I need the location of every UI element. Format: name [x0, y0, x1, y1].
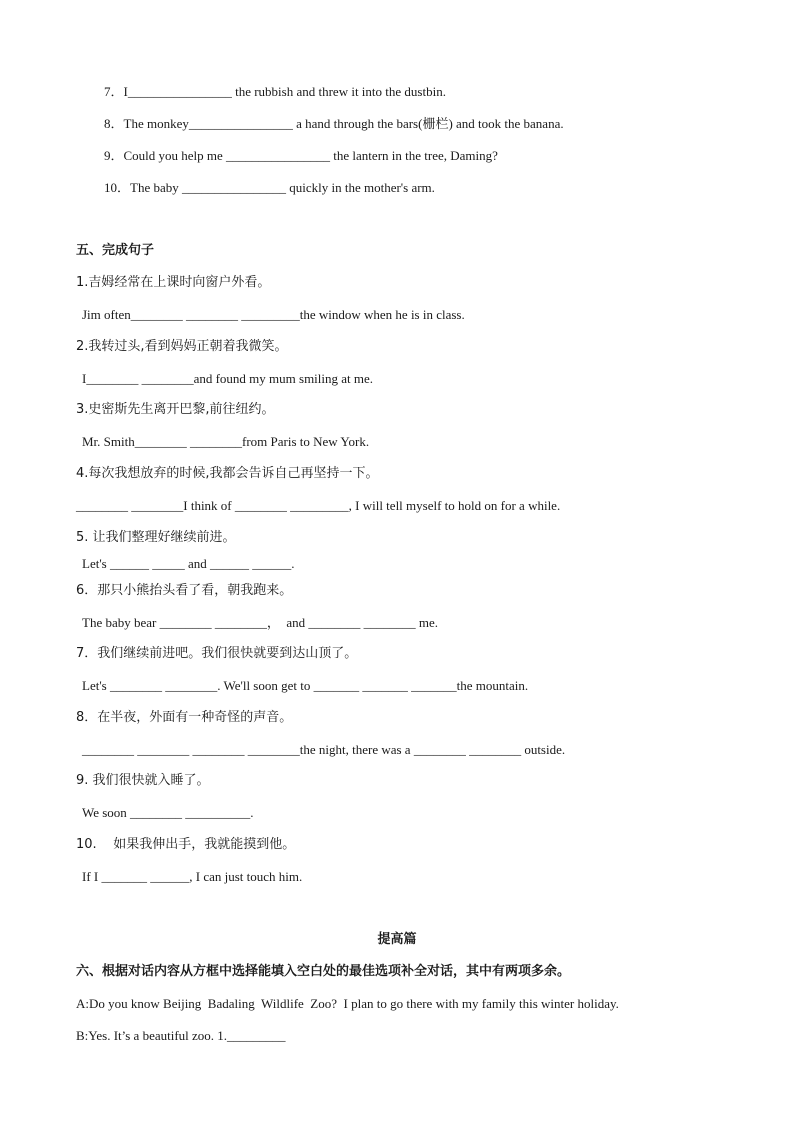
sentence-2-english: I________ ________and found my mum smiling at me.	[82, 371, 374, 386]
section-6-title: 六、根据对话内容从方框中选择能填入空白处的最佳选项补全对话，其中有两项多余。	[76, 964, 571, 979]
sentence-10-chinese: 10. 如果我伸出手，我就能摸到他。	[76, 837, 296, 852]
sentence-3-chinese: 3.史密斯先生离开巴黎,前往纽约。	[76, 402, 275, 417]
sentence-8-english: ________ ________ ________ ________the night, there was a ________ ________ outside.	[82, 742, 566, 757]
dialogue-line-b: B:Yes. It’s a beautiful zoo. 1._________	[76, 1028, 286, 1043]
sentence-9-chinese: 9. 我们很快就入睡了。	[76, 773, 210, 788]
sentence-4-chinese: 4.每次我想放弃的时候,我都会告诉自己再坚持一下。	[76, 466, 379, 481]
sentence-1-english: Jim often________ ________ _________the window when he is in class.	[82, 307, 465, 322]
exercise-item-8: 8．The monkey________________ a hand through the bars(栅栏) and took the banana.	[104, 116, 564, 131]
exercise-item-10: 10．The baby ________________ quickly in the mother's arm.	[104, 180, 435, 195]
sentence-4-english: ________ ________I think of ________ _________, I will tell myself to hold on for a while.	[76, 498, 561, 513]
sentence-6-english: The baby bear ________ ________， and ________ ________ me.	[82, 615, 439, 630]
advanced-section-title: 提高篇	[377, 932, 417, 947]
sentence-5-chinese: 5. 让我们整理好继续前进。	[76, 530, 236, 545]
dialogue-line-a: A:Do you know Beijing Badaling Wildlife Zoo? I plan to go there with my family this winter holiday.	[76, 996, 619, 1011]
sentence-3-english: Mr. Smith________ ________from Paris to New York.	[82, 434, 370, 449]
sentence-8-chinese: 8．在半夜，外面有一种奇怪的声音。	[76, 710, 293, 725]
exercise-item-7: 7．I________________ the rubbish and threw it into the dustbin.	[104, 84, 446, 99]
exercise-item-9: 9．Could you help me ________________ the lantern in the tree, Daming?	[104, 148, 498, 163]
sentence-6-chinese: 6．那只小熊抬头看了看，朝我跑来。	[76, 583, 293, 598]
sentence-7-english: Let's ________ ________. We'll soon get to _______ _______ _______the mountain.	[82, 678, 529, 693]
section-5-title: 五、完成句子	[76, 243, 155, 258]
sentence-7-chinese: 7．我们继续前进吧。我们很快就要到达山顶了。	[76, 646, 358, 661]
sentence-5-english: Let's ______ _____ and ______ ______.	[82, 556, 295, 571]
sentence-10-english: If I _______ ______, I can just touch him.	[82, 869, 303, 884]
sentence-2-chinese: 2.我转过头,看到妈妈正朝着我微笑。	[76, 339, 288, 354]
sentence-9-english: We soon ________ __________.	[82, 805, 254, 820]
sentence-1-chinese: 1.吉姆经常在上课时向窗户外看。	[76, 275, 271, 290]
